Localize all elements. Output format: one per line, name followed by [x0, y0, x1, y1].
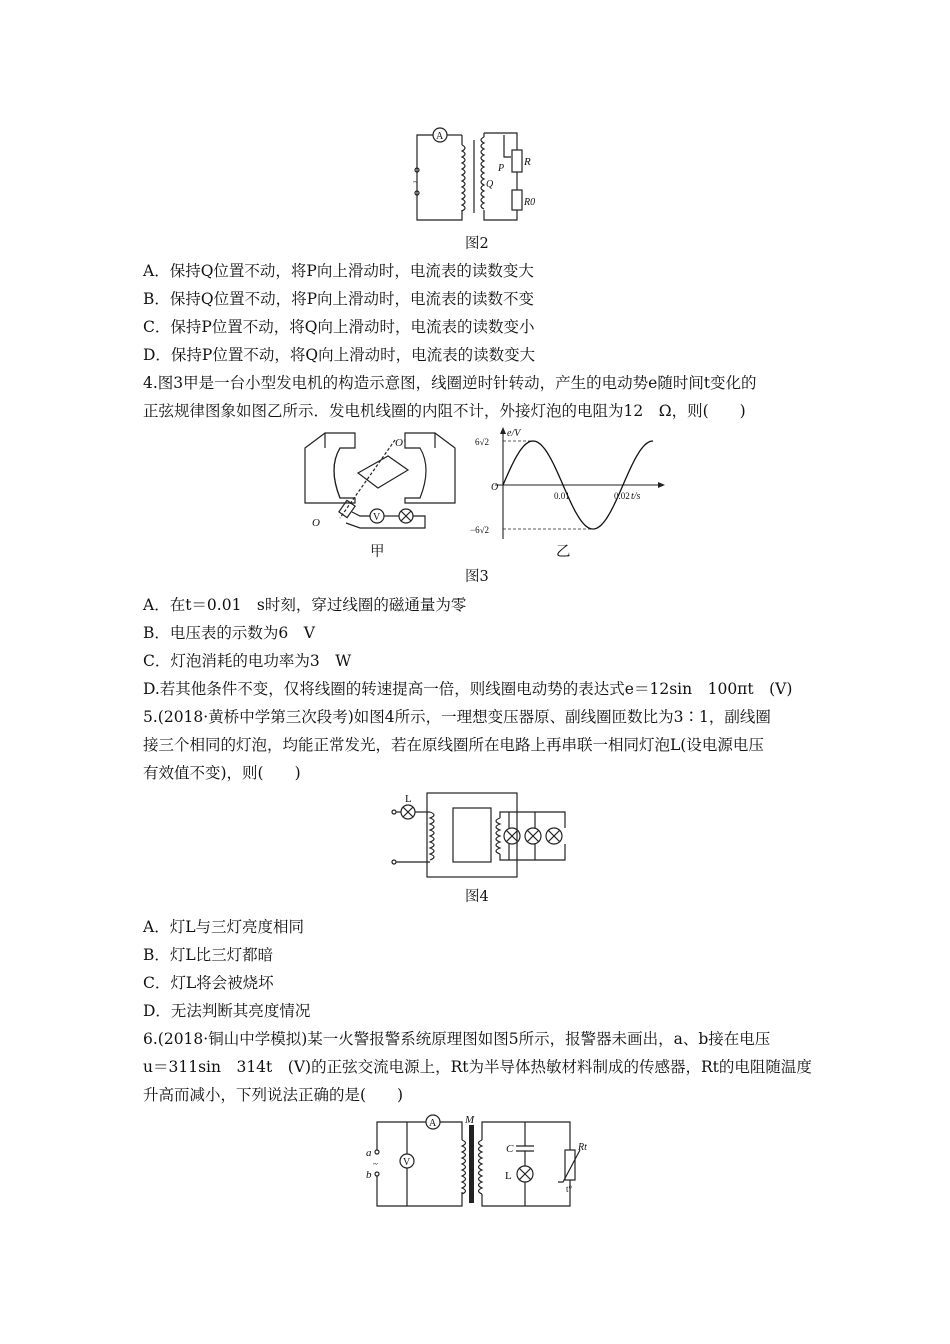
q3-option-c: C．保持P位置不动，将Q向上滑动时，电流表的读数变小 — [143, 318, 535, 336]
figure-2-caption: 图2 — [465, 236, 489, 252]
q5-text-line-2: 接三个相同的灯泡，均能正常发光，若在原线圈所在电路上再串联一相同灯泡L(设电源电压 — [143, 736, 764, 754]
x-tick-label: 0.01 — [554, 491, 570, 501]
figure-5-fire-alarm-circuit — [360, 1110, 600, 1210]
svg-text:O′: O′ — [395, 437, 406, 449]
q4-option-b: B．电压表的示数为6 V — [143, 624, 315, 642]
q5-option-b: B．灯L比三灯都暗 — [143, 946, 274, 964]
figure-3-sub-caption-left: 甲 — [370, 544, 385, 560]
figure-3-sub-caption-right: 乙 — [556, 544, 571, 560]
figure-3-emf-chart — [470, 425, 660, 540]
svg-text:O: O — [312, 517, 320, 529]
q3-option-b: B．保持Q位置不动，将P向上滑动时，电流表的读数不变 — [143, 290, 535, 308]
x-axis-arrow — [658, 482, 665, 488]
svg-text:~: ~ — [413, 177, 418, 187]
q6-text-line-2: u＝311sin 314t (V)的正弦交流电源上，Rt为半导体热敏材料制成的传感器，Rt的电阻随温度 — [143, 1058, 812, 1076]
svg-text:a: a — [366, 1147, 372, 1159]
svg-text:b: b — [366, 1169, 372, 1181]
origin-label: O — [491, 482, 499, 493]
svg-text:A: A — [436, 131, 444, 142]
figure-3-generator-diagram — [300, 428, 460, 538]
q4-option-d: D.若其他条件不变，仅将线圈的转速提高一倍，则线圈电动势的表达式e＝12sin 100πt (V) — [143, 680, 793, 698]
svg-text:~: ~ — [373, 1159, 378, 1169]
y-tick-label-bottom: −6√2 — [470, 525, 490, 535]
q3-option-d: D．保持P位置不动，将Q向上滑动时，电流表的读数变大 — [143, 346, 536, 364]
q3-option-a: A．保持Q位置不动，将P向上滑动时，电流表的读数变大 — [143, 262, 534, 280]
svg-text:L: L — [505, 1170, 512, 1182]
svg-text:R0: R0 — [524, 197, 536, 208]
svg-text:A: A — [429, 1118, 437, 1129]
svg-text:L: L — [405, 793, 412, 805]
svg-text:V: V — [373, 512, 381, 523]
svg-text:R: R — [524, 156, 531, 168]
figure-4-transformer-lamps — [385, 788, 575, 883]
q5-option-c: C．灯L将会被烧坏 — [143, 974, 274, 992]
figure-3-caption: 图3 — [465, 569, 489, 585]
q6-text-line-1: 6.(2018·铜山中学模拟)某一火警报警系统原理图如图5所示，报警器未画出，a、b接在电压 — [143, 1030, 771, 1048]
q4-option-c: C．灯泡消耗的电功率为3 W — [143, 652, 352, 670]
y-axis-arrow — [500, 427, 506, 434]
figure-2-transformer-circuit — [400, 125, 560, 230]
q5-text-line-3: 有效值不变)，则( ) — [143, 764, 301, 782]
lamp-icon — [517, 1166, 533, 1182]
lamp-2-icon — [525, 828, 541, 844]
svg-text:V: V — [403, 1157, 411, 1168]
q4-option-a: A．在t＝0.01 s时刻，穿过线圈的磁通量为零 — [143, 596, 467, 614]
svg-text:P: P — [498, 163, 505, 174]
x-tick-label: 0.02 — [614, 491, 630, 501]
q6-text-line-3: 升高而减小，下列说法正确的是( ) — [143, 1086, 404, 1104]
svg-text:t°: t° — [566, 1184, 573, 1194]
x-axis-label: t/s — [631, 491, 641, 502]
q4-text-line-2: 正弦规律图象如图乙所示．发电机线圈的内阻不计，外接灯泡的电阻为12 Ω，则( ) — [143, 402, 746, 420]
y-tick-label-top: 6√2 — [475, 437, 489, 447]
q5-text-line-1: 5.(2018·黄桥中学第三次段考)如图4所示，一理想变压器原、副线圈匝数比为3∶1，副线圈 — [143, 708, 771, 726]
lamp-3-icon — [546, 828, 562, 844]
figure-4-caption: 图4 — [465, 889, 489, 905]
q5-option-d: D．无法判断其亮度情况 — [143, 1002, 311, 1020]
svg-text:M: M — [465, 1114, 475, 1126]
svg-text:Rt: Rt — [578, 1142, 587, 1153]
q5-option-a: A．灯L与三灯亮度相同 — [143, 918, 304, 936]
svg-text:Q: Q — [486, 179, 494, 190]
q4-text-line-1: 4.图3甲是一台小型发电机的构造示意图，线圈逆时针转动，产生的电动势e随时间t变化的 — [143, 374, 757, 392]
y-axis-label: e/V — [507, 428, 521, 439]
svg-text:C: C — [506, 1143, 514, 1155]
